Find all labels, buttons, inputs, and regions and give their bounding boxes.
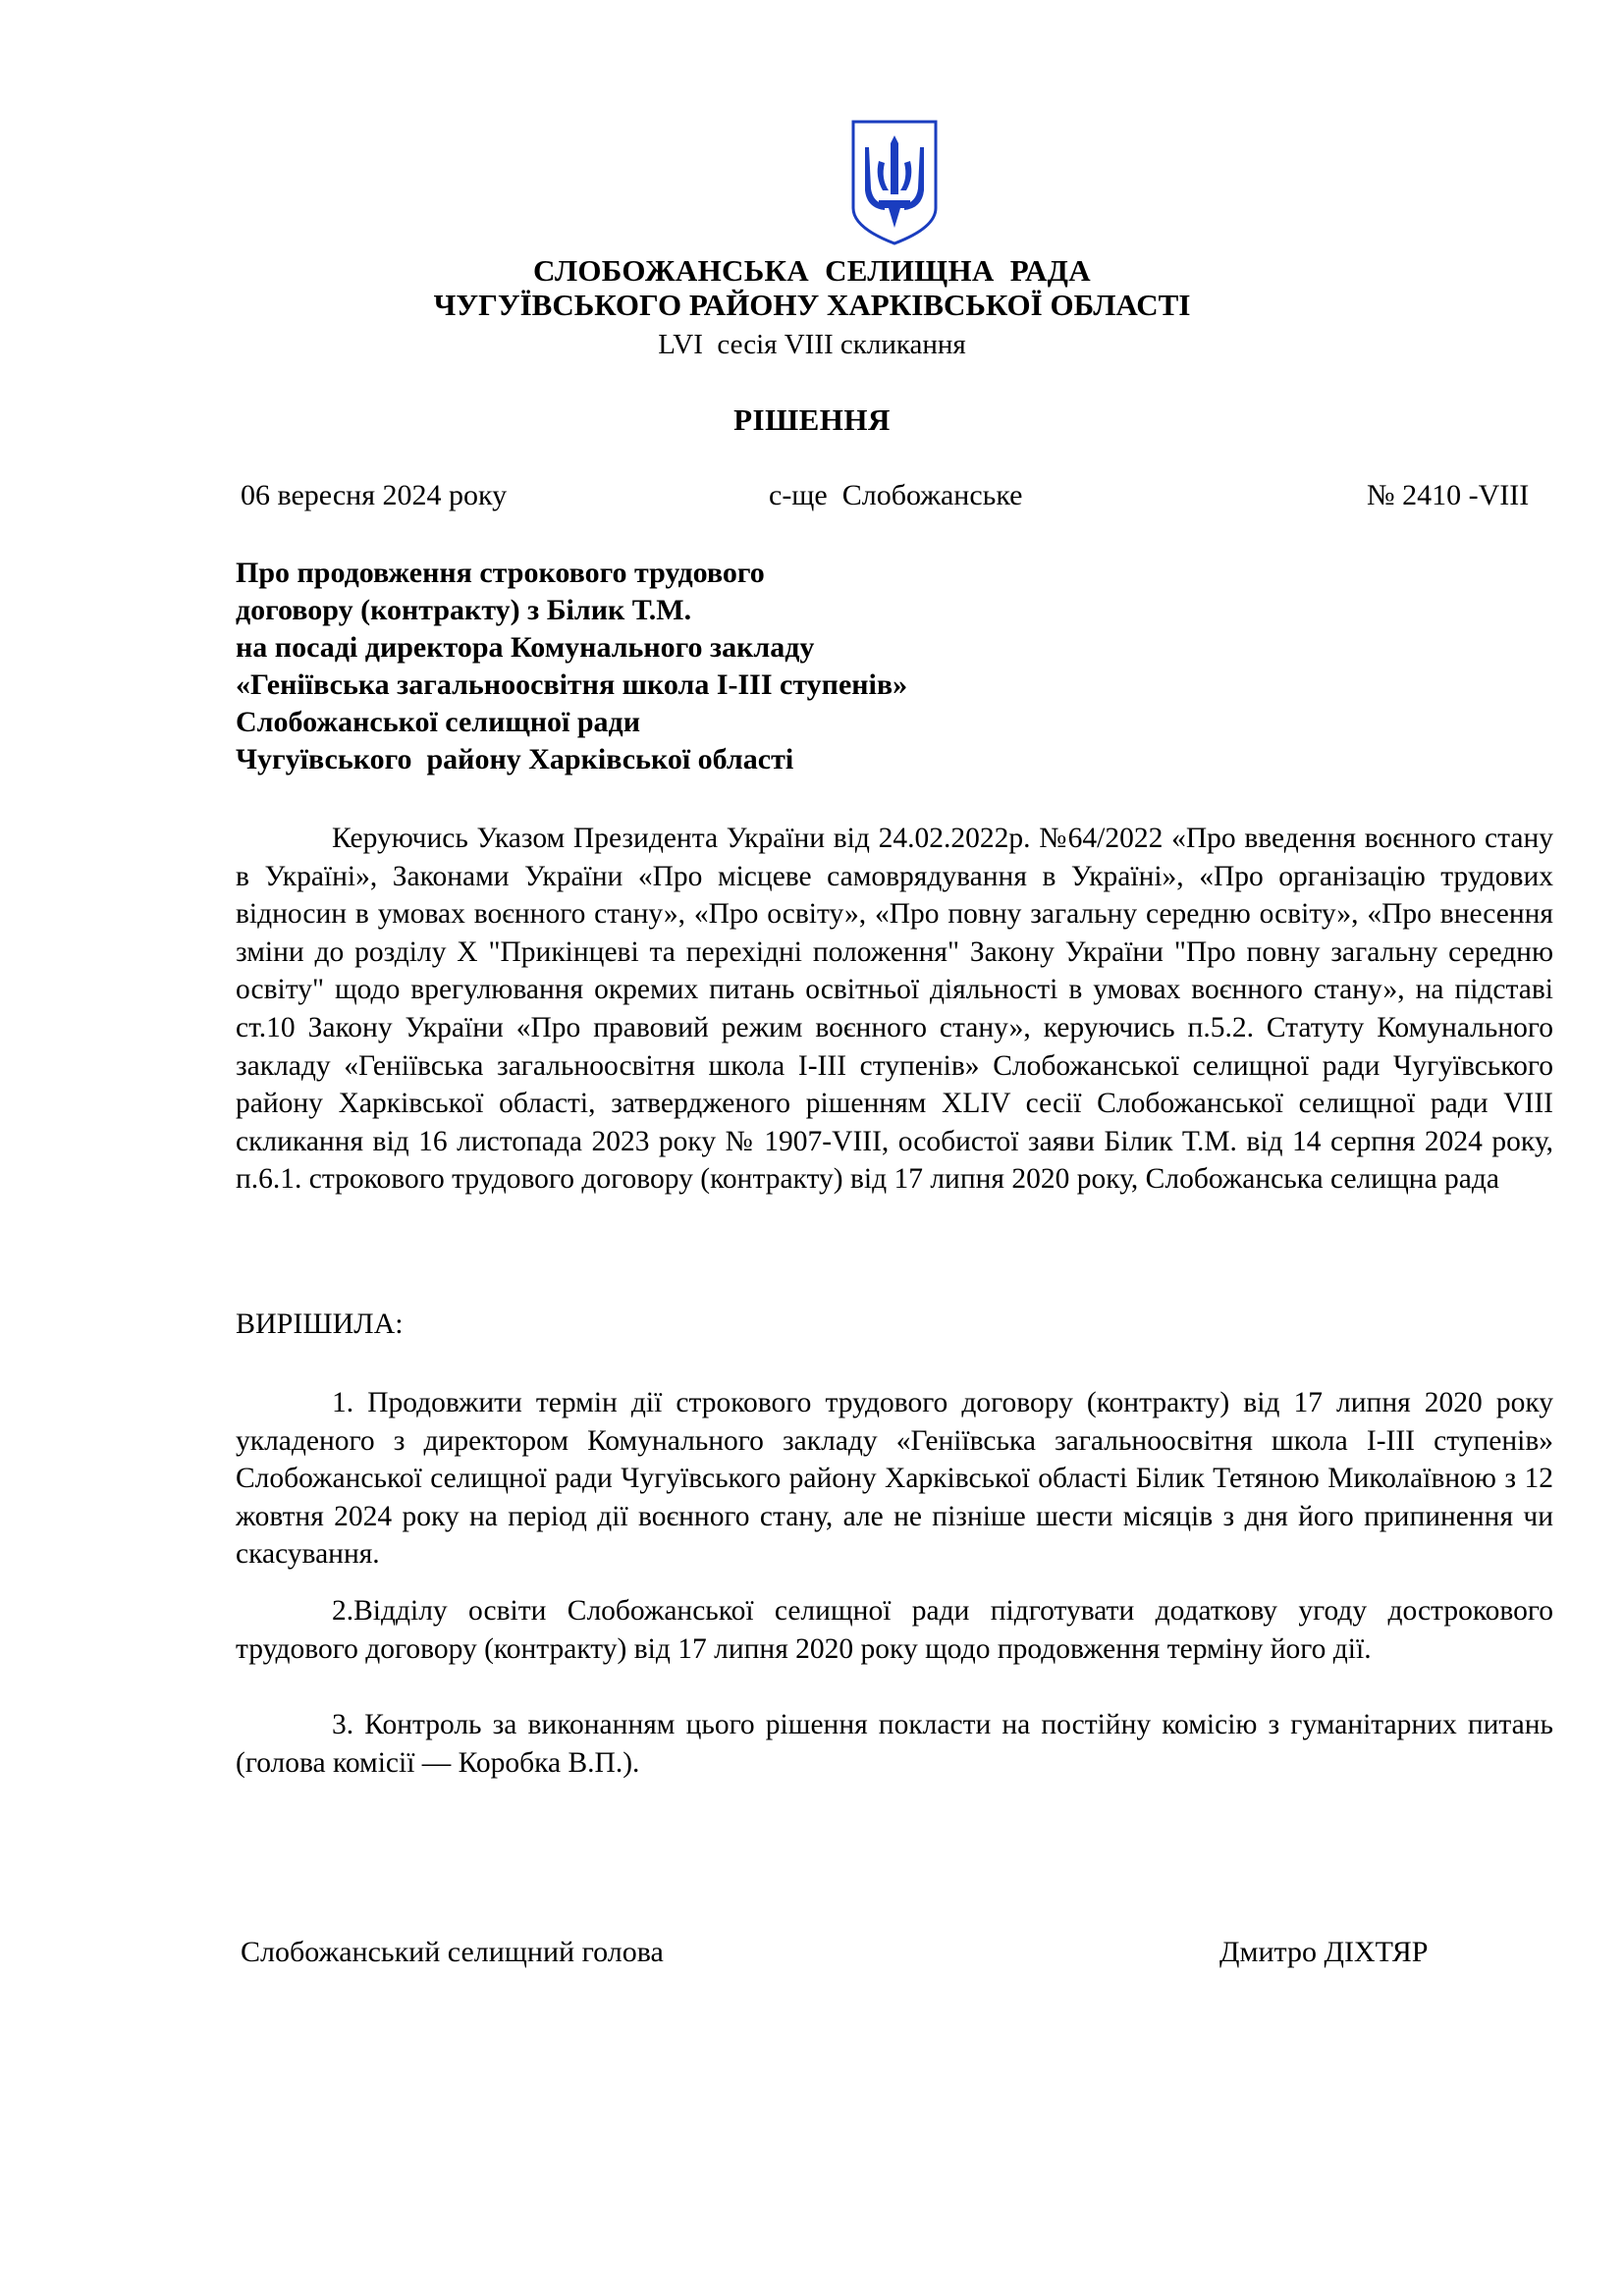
document-place: с-ще Слобожанське (769, 479, 1023, 511)
subject-line: на посаді директора Комунального закладу (236, 631, 815, 664)
decision-item-2: 2.Відділу освіти Слобожанської селищної ради підготувати додаткову угоду дострокового трудового договору (контракту) від 17 липня 2020 року щодо продовження терміну його дії. (236, 1595, 1553, 1665)
preamble-paragraph: Керуючись Указом Президента України від 24.02.2022р. №64/2022 «Про введення воєнного стану в Україні», Законами України «Про місцеве самоврядування в Україні», «Про організацію трудових відносин в умовах воєнного стану», «Про освіту», «Про повну загальну середню освіту», «Про внесення зміни до розділу X "Прикінцеві та перехідні положення" Закону України "Про повну загальну середню освіту" щодо врегулювання окремих питань освітньої діяльності в умовах воєнного стану», на підставі ст.10 Закону України «Про правовий режим воєнного стану», керуючись п.5.2. Статуту Комунального закладу «Геніївська загальноосвітня школа І-ІІІ ступенів» Слобожанської селищної ради Чугуївського району Харківської області, затвердженого рішенням XLIV сесії Слобожанської селищної ради VIII скликання від 16 листопада 2023 року № 1907-VIII, особистої заяви Білик Т.М. від 14 серпня 2024 року, п.6.1. строкового трудового договору (контракту) від 17 липня 2020 року, Слобожанська селищна рада (236, 823, 1553, 1196)
decision-item-3: 3. Контроль за виконанням цього рішення покласти на постійну комісію з гуманітарних питань (голова комісії — Коробка В.П.). (236, 1709, 1553, 1779)
subject-line: Слобожанської селищної ради (236, 706, 641, 738)
decision-subject (236, 555, 1119, 778)
coat-of-arms-trident-icon (849, 118, 940, 247)
org-name-line1: СЛОБОЖАНСЬКА СЕЛИЩНА РАДА (533, 253, 1091, 288)
document-type-title: РІШЕННЯ (733, 402, 891, 437)
decision-item-1: 1. Продовжити термін дії строкового трудового договору (контракту) від 17 липня 2020 року укладеного з директором Комунального закладу «Геніївська загальноосвітня школа І-ІІІ ступенів» Слобожанської селищної ради Чугуївського району Харківської області Білик Тетяною Миколаївною з 12 жовтня 2024 року на період дії воєнного стану, але не пізніше шести місяців з дня його припинення чи скасування. (236, 1387, 1553, 1571)
subject-line: Про продовження строкового трудового (236, 557, 765, 589)
decided-heading: ВИРІШИЛА: (236, 1308, 404, 1340)
signatory-role: Слобожанський селищний голова (241, 1936, 664, 1968)
subject-line: Чугуївського району Харківської області (236, 743, 794, 775)
session-line: LVI сесія VIII скликання (658, 329, 966, 360)
document-number: № 2410 -VIII (1367, 479, 1530, 511)
subject-line: «Геніївська загальноосвітня школа І-ІІІ ступенів» (236, 668, 908, 701)
document-date: 06 вересня 2024 року (241, 479, 508, 511)
subject-line: договору (контракту) з Білик Т.М. (236, 594, 692, 626)
org-name-line2: ЧУГУЇВСЬКОГО РАЙОНУ ХАРКІВСЬКОЇ ОБЛАСТІ (433, 288, 1191, 322)
signatory-name: Дмитро ДІХТЯР (1219, 1936, 1429, 1968)
